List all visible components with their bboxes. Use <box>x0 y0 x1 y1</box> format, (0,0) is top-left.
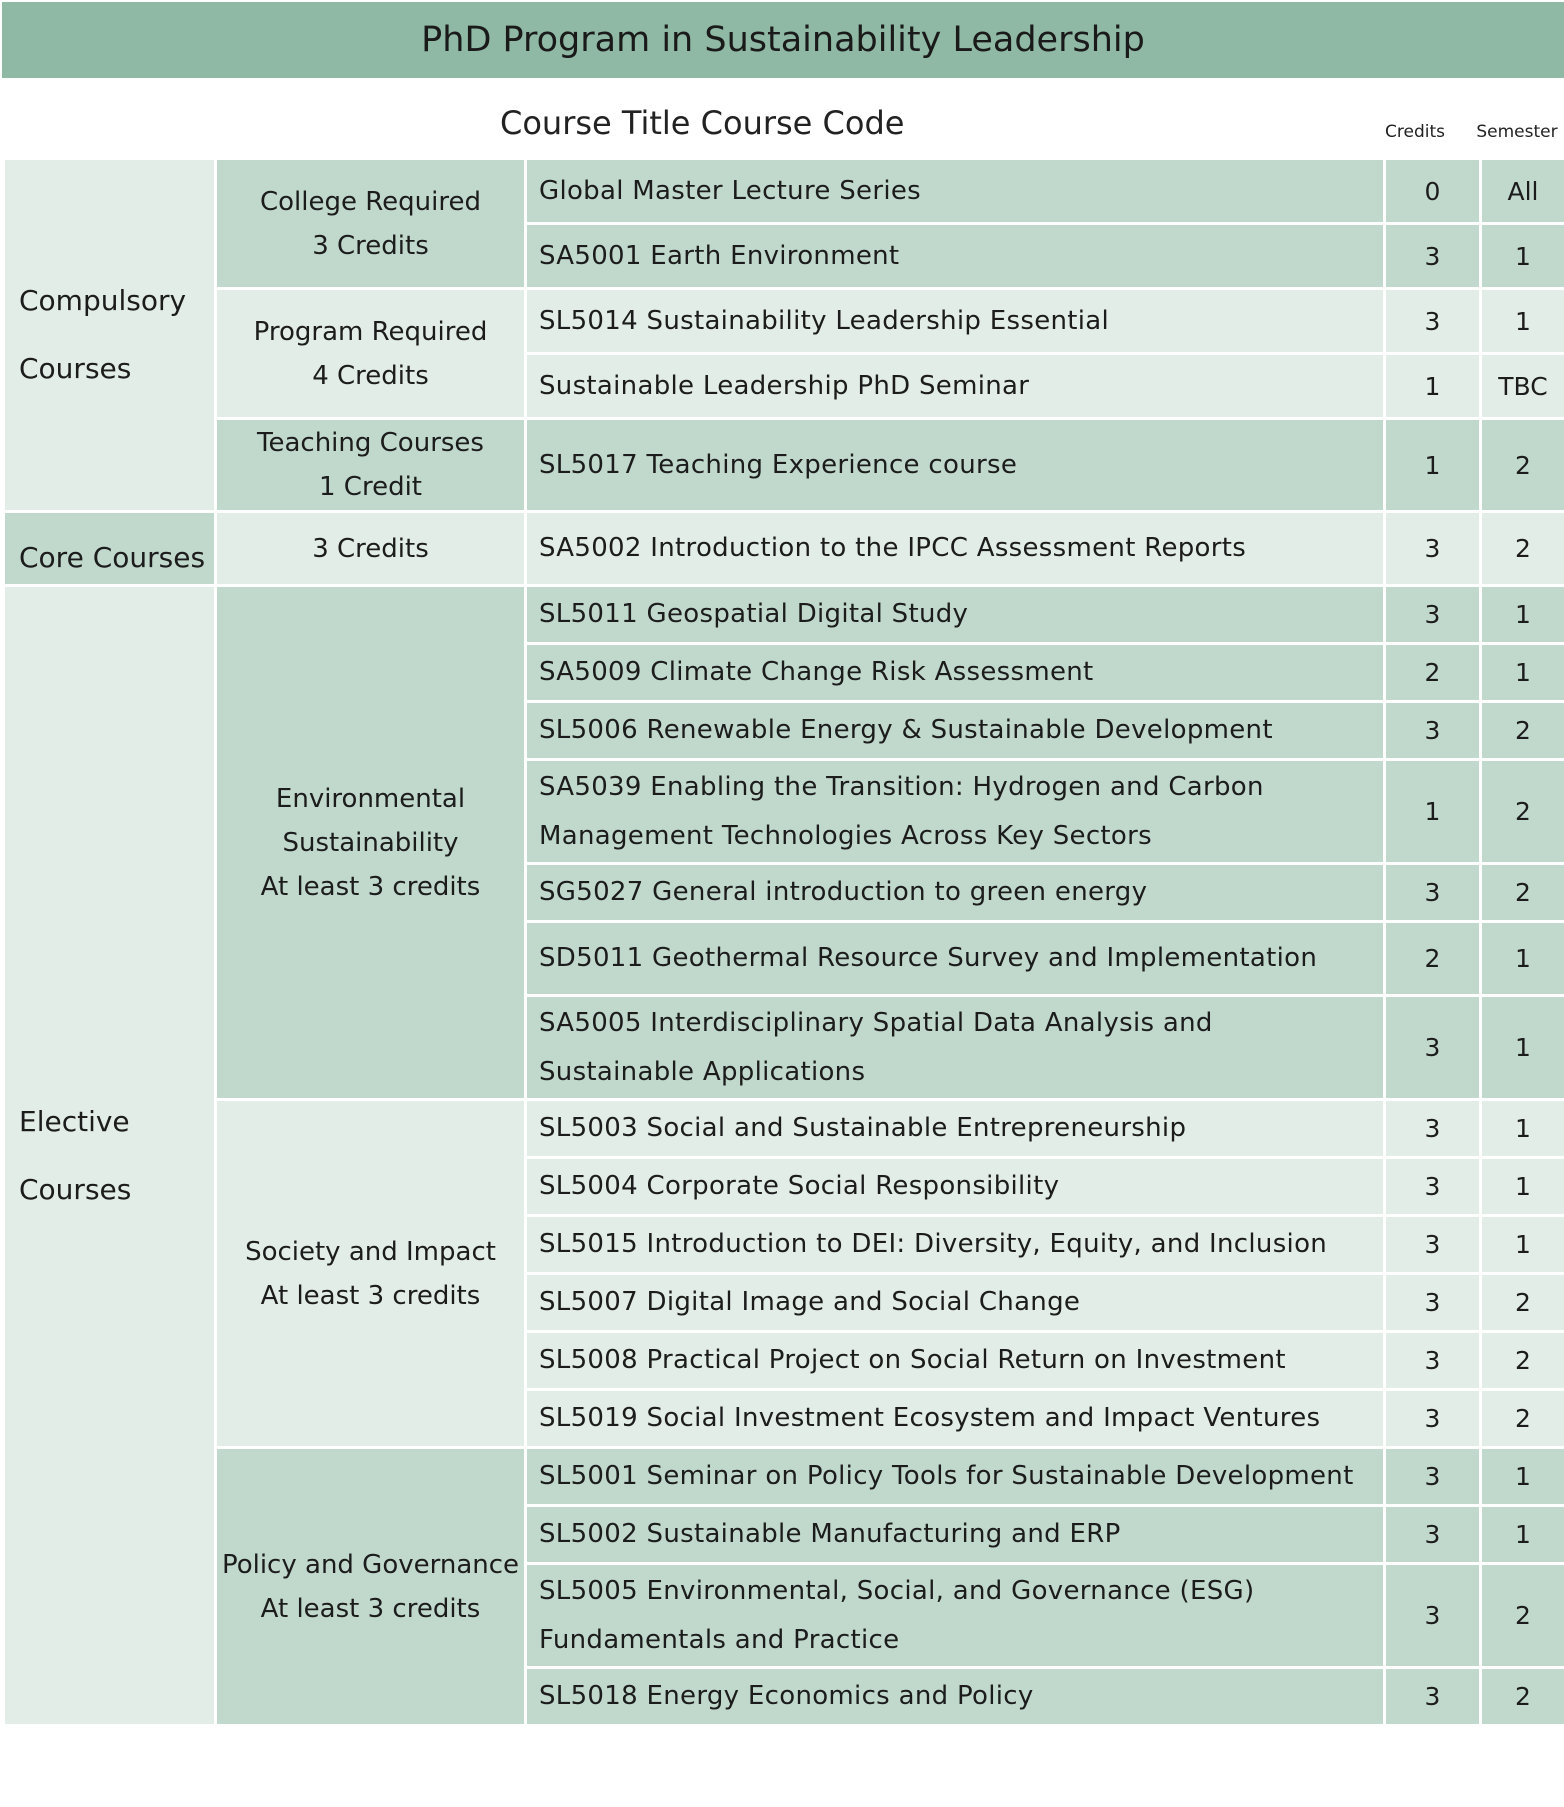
course-credits: 3 <box>1385 702 1481 760</box>
course-semester: 2 <box>1481 760 1564 864</box>
course-credits: 3 <box>1385 512 1481 586</box>
table-row <box>4 586 1564 644</box>
table-row <box>4 419 1564 512</box>
section-compulsory-line2: Courses <box>19 352 132 385</box>
course-credits: 3 <box>1385 224 1481 289</box>
course-title: SL5002 Sustainable Manufacturing and ERP <box>526 1506 1385 1564</box>
group-environmental-sustainability <box>216 586 526 1100</box>
section-compulsory <box>4 159 216 512</box>
course-semester: 2 <box>1481 1332 1564 1390</box>
course-semester: 1 <box>1481 922 1564 996</box>
course-credits: 2 <box>1385 922 1481 996</box>
course-semester: 2 <box>1481 864 1564 922</box>
course-credits: 3 <box>1385 1216 1481 1274</box>
course-title: SL5018 Energy Economics and Policy <box>526 1668 1385 1726</box>
group-core-credits <box>216 512 526 586</box>
course-title: SL5005 Environmental, Social, and Governance (ESG) Fundamentals and Practice <box>526 1564 1385 1668</box>
group-policy-governance <box>216 1448 526 1726</box>
course-credits: 3 <box>1385 1100 1481 1158</box>
course-credits: 1 <box>1385 354 1481 419</box>
group-teaching-credits: 1 Credit <box>319 472 422 502</box>
group-env-line2: Sustainability <box>282 827 459 858</box>
course-title: SA5009 Climate Change Risk Assessment <box>526 644 1385 702</box>
course-semester: 1 <box>1481 1506 1564 1564</box>
course-table <box>2 157 1564 1727</box>
table-row <box>4 289 1564 354</box>
group-teaching-label: Teaching Courses <box>257 428 484 458</box>
course-title: SD5011 Geothermal Resource Survey and Implementation <box>526 922 1385 996</box>
course-credits: 3 <box>1385 1564 1481 1668</box>
course-semester: 1 <box>1481 644 1564 702</box>
section-elective-line2: Courses <box>19 1172 132 1206</box>
course-credits: 3 <box>1385 289 1481 354</box>
group-program-label: Program Required <box>253 316 488 347</box>
group-college-label: College Required <box>260 186 481 217</box>
header-course-title: Course Title Course Code <box>500 104 905 142</box>
group-policy-label: Policy and Governance <box>221 1549 520 1580</box>
course-semester: 2 <box>1481 1668 1564 1726</box>
course-credits: 3 <box>1385 1448 1481 1506</box>
group-society-impact <box>216 1100 526 1448</box>
course-semester: 1 <box>1481 996 1564 1100</box>
course-semester: 1 <box>1481 1158 1564 1216</box>
section-core: Core Courses <box>4 512 216 586</box>
course-credits: 3 <box>1385 1390 1481 1448</box>
table-row <box>4 1448 1564 1506</box>
course-title: SL5014 Sustainability Leadership Essential <box>526 289 1385 354</box>
group-teaching-courses <box>216 419 526 512</box>
course-title: SA5005 Interdisciplinary Spatial Data Analysis and Sustainable Applications <box>526 996 1385 1100</box>
page-title: PhD Program in Sustainability Leadership <box>2 2 1564 78</box>
course-title: SL5006 Renewable Energy & Sustainable Development <box>526 702 1385 760</box>
header-semester: Semester <box>1476 122 1558 142</box>
section-elective <box>4 586 216 1726</box>
group-college-required <box>216 159 526 289</box>
course-semester: All <box>1481 159 1564 224</box>
course-title: SA5001 Earth Environment <box>526 224 1385 289</box>
group-core-credits-label: 3 Credits <box>312 533 429 564</box>
course-semester: 1 <box>1481 1216 1564 1274</box>
group-env-line3: At least 3 credits <box>260 871 481 902</box>
course-title: Sustainable Leadership PhD Seminar <box>526 354 1385 419</box>
course-semester: 1 <box>1481 586 1564 644</box>
course-title: SL5001 Seminar on Policy Tools for Sustainable Development <box>526 1448 1385 1506</box>
course-title: SL5004 Corporate Social Responsibility <box>526 1158 1385 1216</box>
course-semester: 2 <box>1481 1564 1564 1668</box>
section-compulsory-line1: Compulsory <box>19 284 187 317</box>
course-title: Global Master Lecture Series <box>526 159 1385 224</box>
table-row <box>4 512 1564 586</box>
group-policy-credits: At least 3 credits <box>260 1593 481 1624</box>
course-credits: 0 <box>1385 159 1481 224</box>
course-title: SG5027 General introduction to green energy <box>526 864 1385 922</box>
group-college-credits: 3 Credits <box>312 230 429 261</box>
header-credits: Credits <box>1385 122 1445 142</box>
course-credits: 3 <box>1385 1274 1481 1332</box>
course-title: SL5015 Introduction to DEI: Diversity, Equity, and Inclusion <box>526 1216 1385 1274</box>
course-title: SL5011 Geospatial Digital Study <box>526 586 1385 644</box>
group-env-line1: Environmental <box>275 783 466 814</box>
group-program-required <box>216 289 526 419</box>
course-credits: 3 <box>1385 1506 1481 1564</box>
course-title: SL5008 Practical Project on Social Return on Investment <box>526 1332 1385 1390</box>
course-credits: 3 <box>1385 1158 1481 1216</box>
course-semester: 2 <box>1481 512 1564 586</box>
course-credits: 3 <box>1385 864 1481 922</box>
course-semester: 2 <box>1481 1274 1564 1332</box>
course-title: SL5007 Digital Image and Social Change <box>526 1274 1385 1332</box>
table-row <box>4 1100 1564 1158</box>
course-credits: 3 <box>1385 996 1481 1100</box>
course-semester: 2 <box>1481 702 1564 760</box>
course-credits: 3 <box>1385 586 1481 644</box>
course-semester: 1 <box>1481 289 1564 354</box>
course-semester: 2 <box>1481 419 1564 512</box>
course-semester: 2 <box>1481 1390 1564 1448</box>
course-title: SL5003 Social and Sustainable Entrepreneurship <box>526 1100 1385 1158</box>
table-row <box>4 159 1564 224</box>
course-credits: 1 <box>1385 760 1481 864</box>
course-semester: 1 <box>1481 1100 1564 1158</box>
course-credits: 1 <box>1385 419 1481 512</box>
group-society-label: Society and Impact <box>245 1236 496 1267</box>
course-semester: TBC <box>1481 354 1564 419</box>
course-title: SA5002 Introduction to the IPCC Assessment Reports <box>526 512 1385 586</box>
course-credits: 3 <box>1385 1332 1481 1390</box>
section-elective-line1: Elective <box>19 1104 130 1138</box>
course-credits: 2 <box>1385 644 1481 702</box>
course-title: SA5039 Enabling the Transition: Hydrogen and Carbon Management Technologies Across Key Sectors <box>526 760 1385 864</box>
group-program-credits: 4 Credits <box>312 360 429 391</box>
course-semester: 1 <box>1481 1448 1564 1506</box>
course-semester: 1 <box>1481 224 1564 289</box>
group-society-credits: At least 3 credits <box>260 1280 481 1311</box>
course-title: SL5017 Teaching Experience course <box>526 419 1385 512</box>
course-title: SL5019 Social Investment Ecosystem and Impact Ventures <box>526 1390 1385 1448</box>
course-credits: 3 <box>1385 1668 1481 1726</box>
